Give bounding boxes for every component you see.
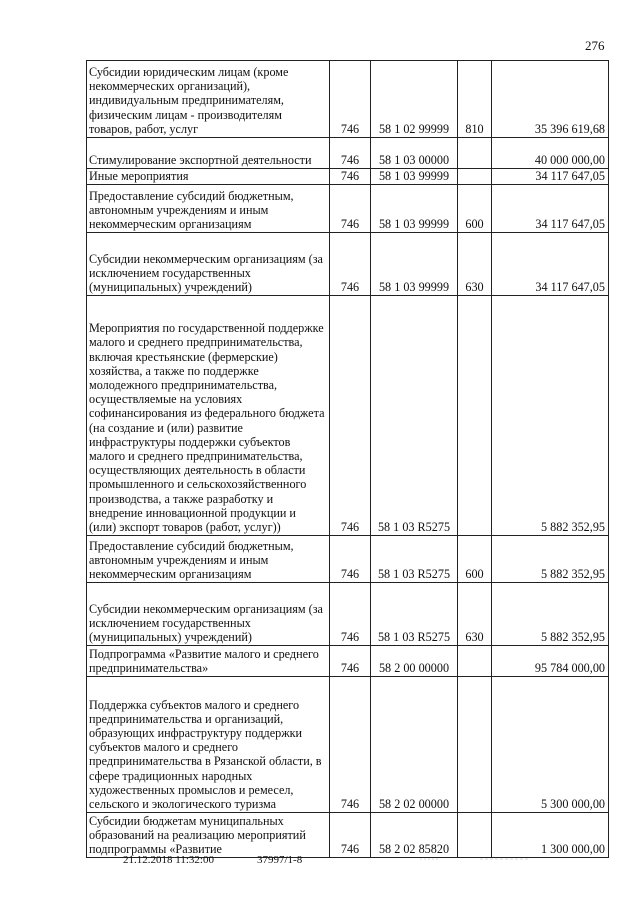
row-name: Субсидии некоммерческим организациям (за исключением государственных (муниципальных) учреждений) [87,233,330,296]
row-amount: 40 000 000,00 [492,138,609,169]
row-amount: 34 117 647,05 [492,169,609,185]
row-csr: 58 1 03 R5275 [371,296,458,536]
row-csr: 58 2 00 00000 [371,646,458,677]
table-row [87,677,609,813]
row-vr [458,138,492,169]
row-grbs: 746 [330,813,371,858]
row-csr: 58 1 02 99999 [371,61,458,138]
row-csr: 58 1 03 99999 [371,185,458,233]
row-grbs: 746 [330,583,371,646]
row-csr: 58 1 03 R5275 [371,536,458,583]
row-amount: 1 300 000,00 [492,813,609,858]
row-name: Мероприятия по государственной поддержке малого и среднего предпринимательства, включая крестьянские (фермерские) хозяйства, а также по поддержке молодежного предпринимательства, осуществляемые на условиях софинансирования из федерального бюджета (на создание и (или) развитие инфраструктуры поддержки субъектов малого и среднего предпринимательства, осуществляющих деятельность в области промышленного и сельскохозяйственного производства, а также разработку и внедрение инновационной продукции и (или) экспорт товаров (работ, услуг)) [87,296,330,536]
row-grbs: 746 [330,646,371,677]
table-row [87,813,609,858]
row-csr: 58 1 03 99999 [371,233,458,296]
row-amount: 5 882 352,95 [492,536,609,583]
row-vr [458,646,492,677]
row-grbs: 746 [330,185,371,233]
row-vr: 600 [458,185,492,233]
row-vr: 810 [458,61,492,138]
row-vr [458,296,492,536]
table-row [87,169,609,185]
table-row [87,296,609,536]
row-grbs: 746 [330,296,371,536]
table-row [87,583,609,646]
row-amount: 34 117 647,05 [492,233,609,296]
row-name: Стимулирование экспортной деятельности [87,138,330,169]
footer-document-code: 37997/1-8 [257,854,303,866]
row-vr: 630 [458,233,492,296]
row-grbs: 746 [330,536,371,583]
row-vr [458,677,492,813]
row-csr: 58 1 03 00000 [371,138,458,169]
row-csr: 58 2 02 85820 [371,813,458,858]
row-amount: 34 117 647,05 [492,185,609,233]
row-name: Предоставление субсидий бюджетным, автономным учреждениям и иным некоммерческим организациям [87,185,330,233]
row-name: Подпрограмма «Развитие малого и среднего предпринимательства» [87,646,330,677]
row-vr [458,169,492,185]
row-grbs: 746 [330,138,371,169]
table-row [87,233,609,296]
budget-table [86,60,609,858]
row-grbs: 746 [330,677,371,813]
row-name: Субсидии юридическим лицам (кроме некоммерческих организаций), индивидуальным предпринимателям, физическим лицам - производителям товаров, работ, услуг [87,61,330,138]
footer-timestamp: 21.12.2018 11:32:00 [123,854,214,866]
row-grbs: 746 [330,61,371,138]
table-row [87,61,609,138]
row-grbs: 746 [330,169,371,185]
row-amount: 35 396 619,68 [492,61,609,138]
table-row [87,536,609,583]
scan-noise-marks [420,855,570,863]
row-csr: 58 1 03 R5275 [371,583,458,646]
row-name: Иные мероприятия [87,169,330,185]
row-grbs: 746 [330,233,371,296]
table-row [87,185,609,233]
row-csr: 58 1 03 99999 [371,169,458,185]
table-row [87,646,609,677]
row-name: Субсидии некоммерческим организациям (за исключением государственных (муниципальных) учреждений) [87,583,330,646]
row-amount: 5 300 000,00 [492,677,609,813]
row-csr: 58 2 02 00000 [371,677,458,813]
row-amount: 95 784 000,00 [492,646,609,677]
row-name: Субсидии бюджетам муниципальных образований на реализацию мероприятий подпрограммы «Развитие [87,813,330,858]
page-number: 276 [585,38,605,53]
row-name: Предоставление субсидий бюджетным, автономным учреждениям и иным некоммерческим организациям [87,536,330,583]
row-vr: 630 [458,583,492,646]
row-vr [458,813,492,858]
row-amount: 5 882 352,95 [492,296,609,536]
row-name: Поддержка субъектов малого и среднего предпринимательства и организаций, образующих инфраструктуру поддержки субъектов малого и среднего предпринимательства в Рязанской области, в сфере традиционных народных художественных промыслов и ремесел, сельского и экологического туризма [87,677,330,813]
row-amount: 5 882 352,95 [492,583,609,646]
row-vr: 600 [458,536,492,583]
table-row [87,138,609,169]
